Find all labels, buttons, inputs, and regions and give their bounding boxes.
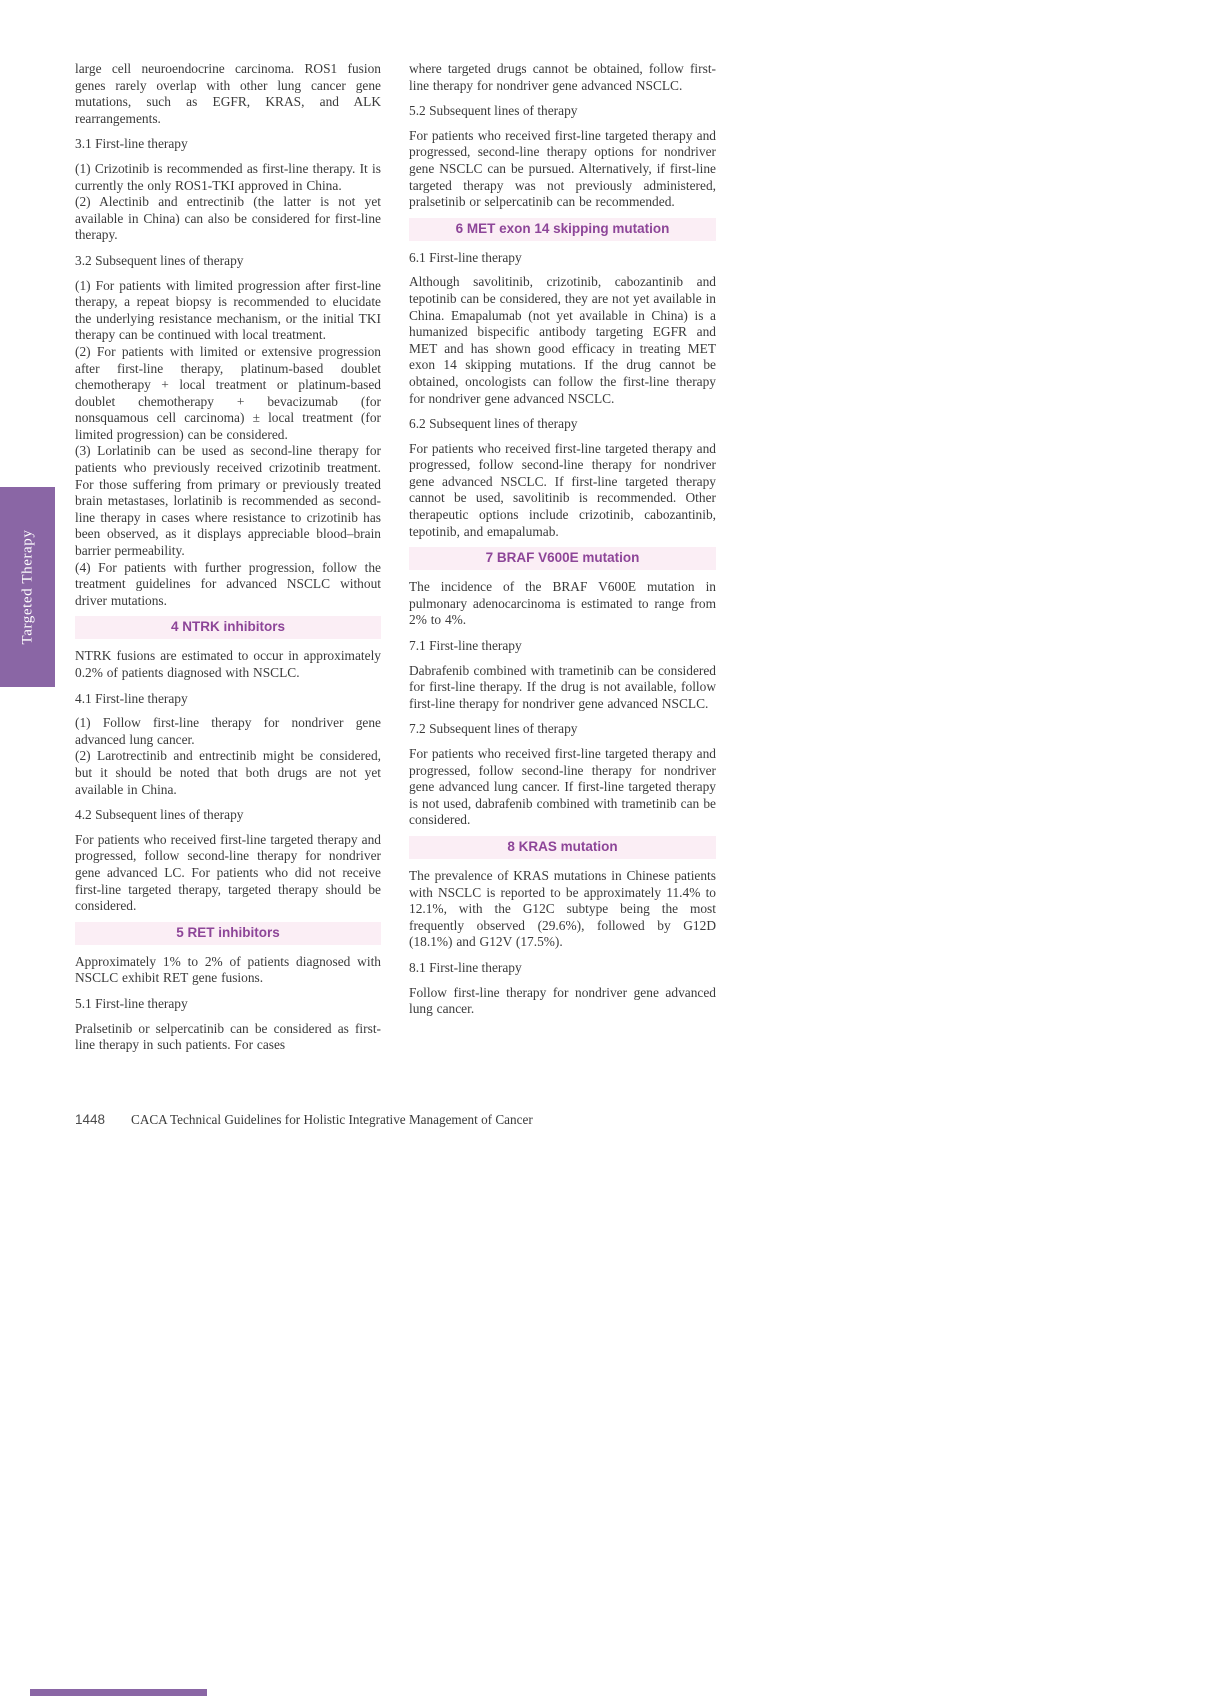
subsection-heading: 5.2 Subsequent lines of therapy [409, 103, 578, 119]
chapter-sidebar-tab [0, 487, 55, 687]
section-header: 7 BRAF V600E mutation [485, 550, 640, 566]
body-paragraph: where targeted drugs cannot be obtained, follow first-line therapy for nondriver gene advanced NSCLC. [409, 61, 716, 93]
body-paragraph: Pralsetinib or selpercatinib can be considered as first-line therapy in such patients. For cases [75, 1020, 381, 1053]
subsection-heading: 5.1 First-line therapy [75, 995, 188, 1011]
body-paragraph: (2) Alectinib and entrectinib (the latter is not yet available in China) can also be considered for first-line therapy. [75, 194, 381, 243]
body-paragraph: NTRK fusions are estimated to occur in approximately 0.2% of patients diagnosed with NSCLC. [75, 648, 381, 680]
chapter-tab-label: Targeted Therapy [19, 529, 35, 645]
body-paragraph: The incidence of the BRAF V600E mutation in pulmonary adenocarcinoma is estimated to range from 2% to 4%. [409, 579, 716, 628]
body-paragraph: (2) Larotrectinib and entrectinib might be considered, but it should be noted that both drugs are not yet available in China. [75, 748, 381, 797]
section-header: 8 KRAS mutation [507, 838, 618, 854]
section-header-bar [75, 922, 381, 945]
body-paragraph: (3) Lorlatinib can be used as second-line therapy for patients who previously received crizotinib treatment. For those suffering from primary or previously treated brain metastases, lorlatinib is recommended as second-line therapy in cases where resistance to crizotinib has been observed, as it displays appreciable blood–brain barrier permeability. [75, 443, 381, 559]
subsection-heading: 4.1 First-line therapy [75, 690, 188, 706]
body-paragraph: The prevalence of KRAS mutations in Chinese patients with NSCLC is reported to be approximately 11.4% to 12.1%, with the G12C subtype being the most frequently observed (29.6%), followed by G12D (18.1%) and G12V (17.5%). [409, 867, 716, 950]
subsection-heading: 6.2 Subsequent lines of therapy [409, 416, 578, 432]
section-header: 4 NTRK inhibitors [171, 619, 285, 635]
footer-running-title: CACA Technical Guidelines for Holistic Integrative Management of Cancer [131, 1112, 533, 1127]
left-column [75, 61, 381, 1054]
chapter-color-strip [30, 1689, 207, 1696]
body-paragraph: (1) Crizotinib is recommended as first-line therapy. It is currently the only ROS1-TKI approved in China. [75, 160, 381, 193]
body-paragraph: (2) For patients with limited or extensive progression after first-line therapy, platinum-based doublet chemotherapy + local treatment or platinum-based doublet chemotherapy + bevacizumab (for nonsquamous cell carcinoma) ± local treatment (for limited progression) can be considered. [75, 343, 381, 442]
body-paragraph: For patients who received first-line targeted therapy and progressed, second-line therapy options for nondriver gene NSCLC can be pursued. Alternatively, if first-line targeted therapy was not previously administered, pralsetinib or selpercatinib can be recommended. [409, 127, 716, 210]
body-paragraph: large cell neuroendocrine carcinoma. ROS1 fusion genes rarely overlap with other lung cancer gene mutations, such as EGFR, KRAS, and ALK rearrangements. [75, 61, 381, 126]
section-header: 5 RET inhibitors [176, 924, 280, 940]
body-paragraph: Although savolitinib, crizotinib, cabozantinib and tepotinib can be considered, they are not yet available in China. Emapalumab (not yet available in China) is a humanized bispecific antibody targeting EGFR and MET and has shown good efficacy in treating MET exon 14 skipping mutations. If the drug cannot be obtained, oncologists can follow the first-line therapy for nondriver gene advanced NSCLC. [409, 274, 716, 406]
page-number: 1448 [75, 1112, 106, 1127]
body-paragraph: (1) Follow first-line therapy for nondriver gene advanced lung cancer. [75, 715, 381, 747]
two-column-body [75, 61, 716, 1054]
subsection-heading: 4.2 Subsequent lines of therapy [75, 807, 244, 823]
page-footer [75, 1112, 533, 1128]
section-header-bar [75, 616, 381, 639]
section-header: 6 MET exon 14 skipping mutation [455, 220, 670, 236]
body-paragraph: (4) For patients with further progression, follow the treatment guidelines for advanced NSCLC without driver mutations. [75, 559, 381, 608]
subsection-heading: 3.2 Subsequent lines of therapy [75, 252, 244, 268]
subsection-heading: 8.1 First-line therapy [409, 959, 522, 975]
body-paragraph: For patients who received first-line targeted therapy and progressed, follow second-line therapy for nondriver gene advanced NSCLC. If first-line targeted therapy cannot be used, savolitinib is recommended. Other therapeutic options include crizotinib, cabozantinib, tepotinib, and emapalumab. [409, 440, 716, 539]
body-paragraph: For patients who received first-line targeted therapy and progressed, follow second-line therapy for nondriver gene advanced LC. For patients who did not receive first-line targeted therapy, targeted therapy should be considered. [75, 831, 381, 914]
right-column [409, 61, 716, 1054]
body-paragraph: Dabrafenib combined with trametinib can be considered for first-line therapy. If the drug is not available, follow first-line therapy for nondriver gene advanced NSCLC. [409, 662, 716, 711]
subsection-heading: 3.1 First-line therapy [75, 136, 188, 152]
section-header-bar [409, 218, 716, 241]
body-paragraph: Approximately 1% to 2% of patients diagnosed with NSCLC exhibit RET gene fusions. [75, 953, 381, 986]
section-header-bar [409, 836, 716, 859]
body-paragraph: (1) For patients with limited progression after first-line therapy, a repeat biopsy is recommended to elucidate the underlying resistance mechanism, or the initial TKI therapy can be continued with local treatment. [75, 277, 381, 343]
section-header-bar [409, 547, 716, 570]
subsection-heading: 7.1 First-line therapy [409, 638, 522, 654]
body-paragraph: Follow first-line therapy for nondriver gene advanced lung cancer. [409, 984, 716, 1017]
body-paragraph: For patients who received first-line targeted therapy and progressed, follow second-line therapy for nondriver gene advanced lung cancer. If first-line targeted therapy is not used, dabrafenib combined with trametinib can be considered. [409, 746, 716, 828]
subsection-heading: 7.2 Subsequent lines of therapy [409, 721, 578, 737]
subsection-heading: 6.1 First-line therapy [409, 249, 522, 265]
